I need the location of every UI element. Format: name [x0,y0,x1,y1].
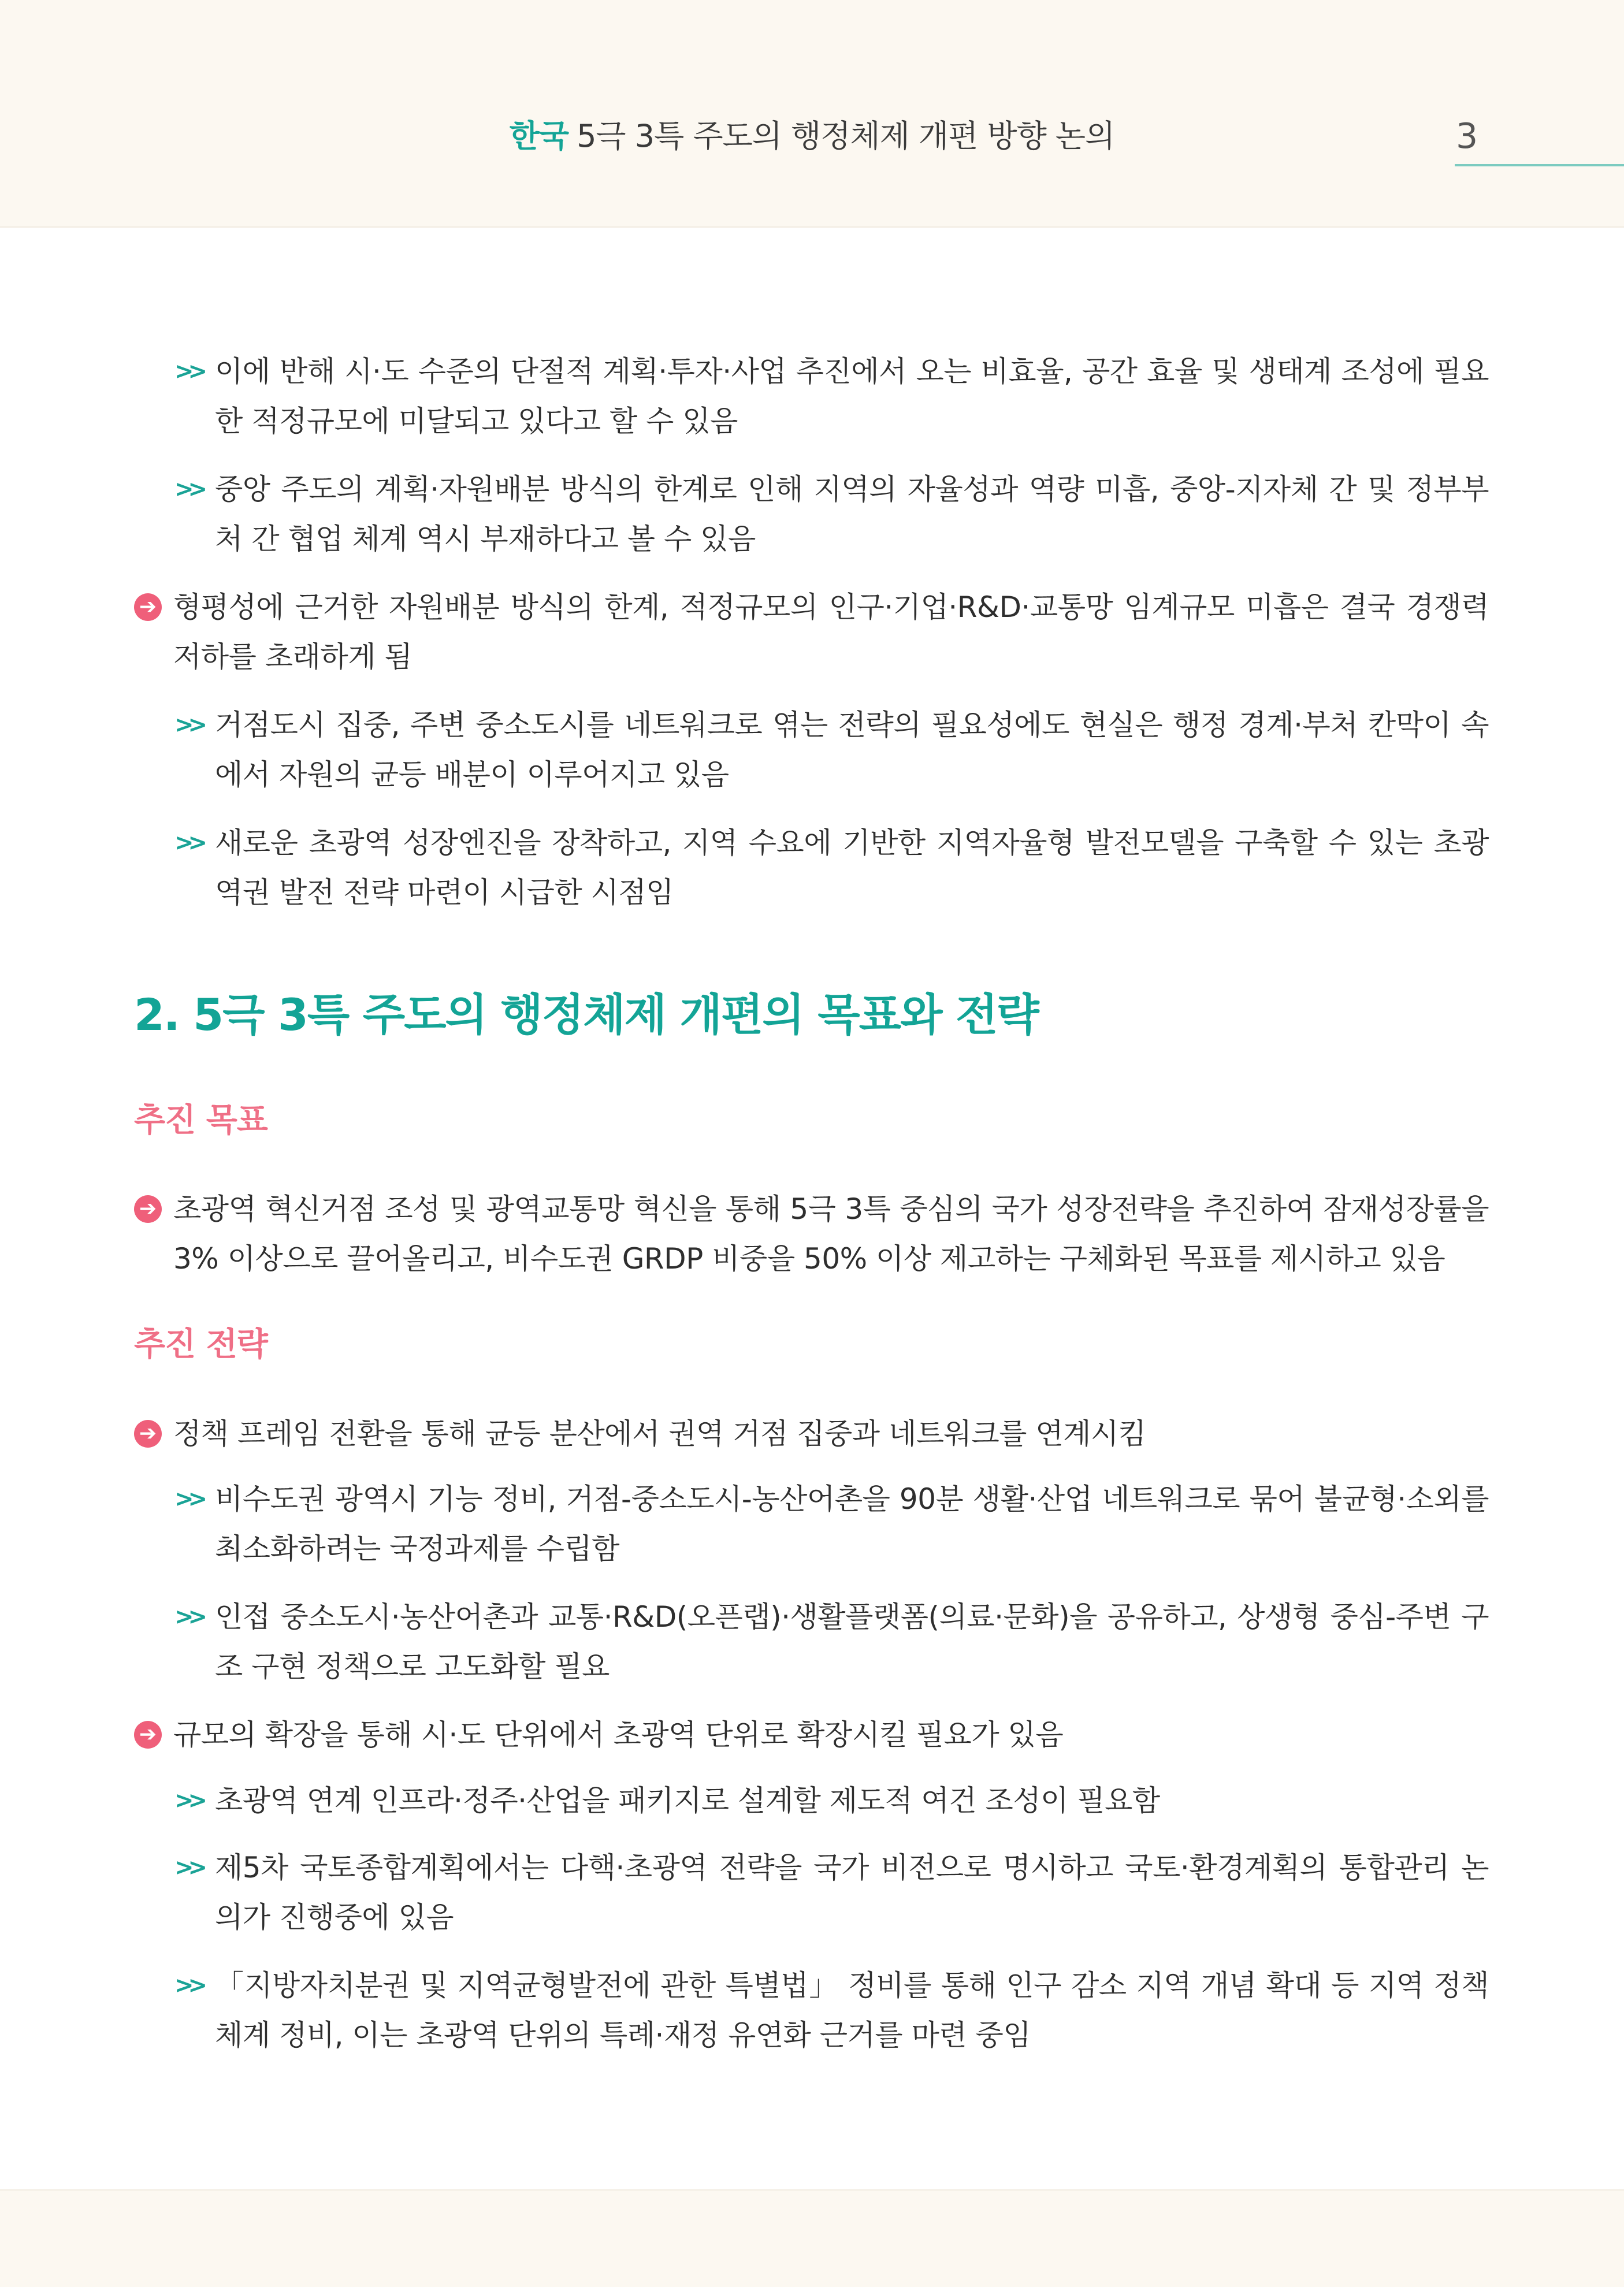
running-title-country: 한국 [509,118,569,154]
subheading-goal: 추진 목표 [134,1102,267,1139]
circle-arrow-icon: ➔ [134,593,162,621]
page-header [0,0,1624,228]
double-chevron-icon: >> [174,476,202,503]
bullet-text: 중앙 주도의 계획·자원배분 방식의 한계로 인해 지역의 자율성과 역량 미흡, 중앙-지자체 간 및 정부부처 간 협업 체계 역시 부재하다고 볼 수 있음 [215,473,1489,556]
double-chevron-icon: >> [174,830,202,856]
bullet-text: 정책 프레임 전환을 통해 균등 분산에서 권역 거점 집중과 네트워크를 연계시킴 [173,1417,1146,1451]
double-chevron-icon: >> [174,1787,202,1814]
bullet-text: 비수도권 광역시 기능 정비, 거점-중소도시-농산어촌을 90분 생활·산업 네트워크로 묶어 불균형·소외를 최소화하려는 국정과제를 수립함 [215,1482,1489,1565]
running-title-text: 5극 3특 주도의 행정체제 개편 방향 논의 [577,118,1115,154]
bullet-text: 인접 중소도시·농산어촌과 교통·R&D(오픈랩)·생활플랫폼(의료·문화)을 공유하고, 상생형 중심-주변 구조 구현 정책으로 고도화할 필요 [215,1600,1489,1683]
double-chevron-icon: >> [174,358,202,385]
double-chevron-icon: >> [174,1486,202,1512]
double-chevron-icon: >> [174,1604,202,1630]
page-number-underline [1455,164,1624,166]
bullet-text: 규모의 확장을 통해 시·도 단위에서 초광역 단위로 확장시킬 필요가 있음 [173,1718,1064,1751]
bullet-text: 제5차 국토종합계획에서는 다핵·초광역 전략을 국가 비전으로 명시하고 국토·환경계획의 통합관리 논의가 진행중에 있음 [215,1851,1489,1934]
double-chevron-icon: >> [174,712,202,738]
circle-arrow-icon: ➔ [134,1721,162,1749]
bullet-text: 초광역 연계 인프라·정주·산업을 패키지로 설계할 제도적 여건 조성이 필요함 [215,1784,1160,1817]
subheading-strategy: 추진 전략 [134,1326,267,1363]
bullet-text: 새로운 초광역 성장엔진을 장착하고, 지역 수요에 기반한 지역자율형 발전모델을 구축할 수 있는 초광역권 발전 전략 마련이 시급한 시점임 [215,826,1489,909]
circle-arrow-icon: ➔ [134,1195,162,1223]
section-title: 2. 5극 3특 주도의 행정체제 개편의 목표와 전략 [134,989,1038,1040]
bullet-text: 형평성에 근거한 자원배분 방식의 한계, 적정규모의 인구·기업·R&D·교통망 임계규모 미흡은 결국 경쟁력 저하를 초래하게 됨 [173,590,1489,674]
bullet-text: 거점도시 집중, 주변 중소도시를 네트워크로 엮는 전략의 필요성에도 현실은 행정 경계·부처 칸막이 속에서 자원의 균등 배분이 이루어지고 있음 [215,708,1489,791]
double-chevron-icon: >> [174,1854,202,1881]
page-footer [0,2189,1624,2287]
circle-arrow-icon: ➔ [134,1420,162,1448]
page-number: 3 [1456,116,1478,157]
running-title [0,113,1624,159]
bullet-text: 이에 반해 시·도 수준의 단절적 계획·투자·사업 추진에서 오는 비효율, 공간 효율 및 생태계 조성에 필요한 적정규모에 미달되고 있다고 할 수 있음 [215,355,1489,438]
bullet-text: 초광역 혁신거점 조성 및 광역교통망 혁신을 통해 5극 3특 중심의 국가 성장전략을 추진하여 잠재성장률을 3% 이상으로 끌어올리고, 비수도권 GRDP 비중을 50% 이상 제고하는 구체화된 목표를 제시하고 있음 [173,1192,1489,1275]
double-chevron-icon: >> [174,1972,202,1999]
bullet-text: 「지방자치분권 및 지역균형발전에 관한 특별법」 정비를 통해 인구 감소 지역 개념 확대 등 지역 정책 체계 정비, 이는 초광역 단위의 특례·재정 유연화 근거를 마련 중임 [215,1969,1489,2052]
